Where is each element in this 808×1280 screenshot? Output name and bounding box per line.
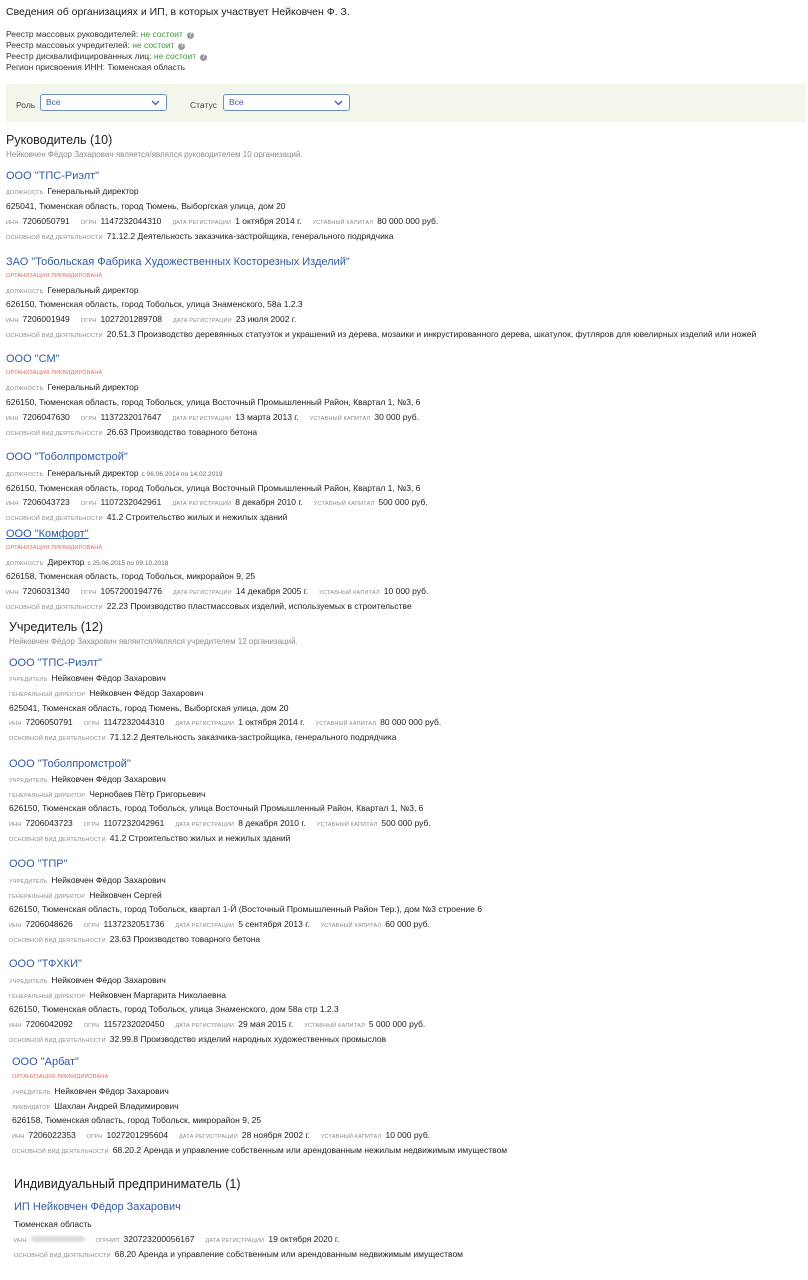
org-activity: ОСНОВНОЙ ВИД ДЕЯТЕЛЬНОСТИ 41.2 Строительство жилых и нежилых зданий (9, 833, 291, 843)
org-address: 626150, Тюменская область, город Тобольск, улица Восточный Промышленный Район, Квартал 1, №3, 6 (9, 803, 424, 813)
role-filter-label: Роль (16, 100, 36, 110)
org-activity: ОСНОВНОЙ ВИД ДЕЯТЕЛЬНОСТИ 68.20.2 Аренда и управление собственным или арендованным нежилым недвижимым имуществом (12, 1145, 508, 1155)
registry-status: не состоит (153, 51, 197, 61)
org-address: 626150, Тюменская область, город Тобольск, квартал 1-Й (Восточный Промышленный Район Тер.), дом №3 строение 6 (9, 904, 482, 914)
registry-status: не состоит (140, 29, 183, 39)
org-address: 626150, Тюменская область, город Тобольск, улица Знаменского, дом 58а стр 1.2.3 (9, 1004, 339, 1014)
liquidated-badge: ОРГАНИЗАЦИЯ ЛИКВИДИРОВАНА (6, 545, 103, 551)
ip-requisites: ИНН ОГРНИП 320723200056167 ДАТА РЕГИСТРАЦИИ 19 октября 2020 г. (14, 1234, 340, 1244)
help-icon[interactable]: ? (188, 32, 193, 38)
org-activity: ОСНОВНОЙ ВИД ДЕЯТЕЛЬНОСТИ 23.63 Производство товарного бетона (9, 934, 261, 944)
org-address: 626150, Тюменская область, город Тобольск, улица Восточный Промышленный Район, Квартал 1, №3, 6 (6, 397, 421, 407)
page-title: Сведения об организациях и ИП, в которых участвует Нейковчен Ф. З. (6, 6, 350, 18)
org-address: 626158, Тюменская область, город Тобольск, микрорайон 9, 25 (6, 571, 256, 581)
founder-section-title: Учредитель (12) (9, 620, 103, 634)
org-activity: ОСНОВНОЙ ВИД ДЕЯТЕЛЬНОСТИ 32.99.8 Производство изделий народных художественных промыслов (9, 1034, 387, 1044)
org-name-link[interactable]: ООО "ТПР" (9, 858, 68, 870)
status-select-value: Все (229, 97, 244, 107)
org-activity: ОСНОВНОЙ ВИД ДЕЯТЕЛЬНОСТИ 26.63 Производство товарного бетона (6, 427, 258, 437)
ip-section-title: Индивидуальный предприниматель (1) (14, 1177, 241, 1191)
help-icon[interactable]: ? (201, 54, 206, 60)
org-requisites: ИНН 7206050791 ОГРН 1147232044310 ДАТА РЕГИСТРАЦИИ 1 октября 2014 г. УСТАВНЫЙ КАПИТАЛ 80 000 000 руб. (9, 717, 442, 727)
org-requisites: ИНН 7206042092 ОГРН 1157232020450 ДАТА РЕГИСТРАЦИИ 29 мая 2015 г. УСТАВНЫЙ КАПИТАЛ 5 000 000 руб. (9, 1019, 426, 1029)
org-name-link[interactable]: ЗАО "Тобольская Фабрика Художественных Косторезных Изделий" (6, 256, 350, 268)
hidden-inn (31, 1236, 85, 1242)
org-activity: ОСНОВНОЙ ВИД ДЕЯТЕЛЬНОСТИ 71.12.2 Деятельность заказчика-застройщика, генерального подрядчика (9, 732, 397, 742)
org-name-link[interactable]: ООО "Арбат" (12, 1056, 79, 1068)
registry-row: Реестр массовых руководителей: не состоит ? (6, 29, 193, 39)
org-address: 625041, Тюменская область, город Тюмень, Выборгская улица, дом 20 (9, 703, 289, 713)
org-activity: ОСНОВНОЙ ВИД ДЕЯТЕЛЬНОСТИ 22.23 Производство пластмассовых изделий, используемых в строительстве (6, 601, 412, 611)
liquidated-badge: ОРГАНИЗАЦИЯ ЛИКВИДИРОВАНА (12, 1074, 109, 1080)
org-requisites: ИНН 7206050791 ОГРН 1147232044310 ДАТА РЕГИСТРАЦИИ 1 октября 2014 г. УСТАВНЫЙ КАПИТАЛ 80 000 000 руб. (6, 216, 439, 226)
chevron-down-icon (150, 97, 161, 108)
chevron-down-icon (333, 97, 344, 108)
org-name-link[interactable]: ООО "ТФХКИ" (9, 958, 82, 970)
registry-row: Реестр дисквалифицированных лиц: не состоит ? (6, 51, 206, 61)
role-select-value: Все (46, 97, 61, 107)
org-address: 626150, Тюменская область, город Тобольск, улица Восточный Промышленный Район, Квартал 1, №3, 6 (6, 483, 421, 493)
org-name-link[interactable]: ООО "СМ" (6, 353, 60, 365)
org-requisites: ИНН 7206043723 ОГРН 1107232042961 ДАТА РЕГИСТРАЦИИ 8 декабря 2010 г. УСТАВНЫЙ КАПИТАЛ 500 000 руб. (9, 818, 431, 828)
org-address: 626150, Тюменская область, город Тобольск, улица Знаменского, 58а 1.2.3 (6, 299, 303, 309)
ip-name-link[interactable]: ИП Нейковчен Фёдор Захарович (14, 1201, 181, 1213)
org-requisites: ИНН 7206043723 ОГРН 1107232042961 ДАТА РЕГИСТРАЦИИ 8 декабря 2010 г. УСТАВНЫЙ КАПИТАЛ 500 000 руб. (6, 497, 428, 507)
ip-activity: ОСНОВНОЙ ВИД ДЕЯТЕЛЬНОСТИ 68.20 Аренда и управление собственным или арендованным недвижимым имуществом (14, 1249, 464, 1259)
org-requisites: ИНН 7206031340 ОГРН 1057200194776 ДАТА РЕГИСТРАЦИИ 14 декабря 2005 г. УСТАВНЫЙ КАПИТАЛ 10 000 руб. (6, 586, 429, 596)
org-address: 625041, Тюменская область, город Тюмень, Выборгская улица, дом 20 (6, 201, 286, 211)
org-name-link[interactable]: ООО "Комфорт" (6, 528, 89, 540)
registry-status: не состоит (132, 40, 175, 50)
registry-row: Регион присвоения ИНН: Тюменская область (6, 62, 186, 72)
org-address: 626158, Тюменская область, город Тобольск, микрорайон 9, 25 (12, 1115, 262, 1125)
role-select[interactable] (40, 94, 167, 111)
org-name-link[interactable]: ООО "Тоболпромстрой" (6, 451, 128, 463)
liquidated-badge: ОРГАНИЗАЦИЯ ЛИКВИДИРОВАНА (6, 273, 103, 279)
director-section-subtitle: Нейковчен Фёдор Захарович является/являлся руководителем 10 организаций. (6, 150, 303, 159)
org-requisites: ИНН 7206022353 ОГРН 1027201295604 ДАТА РЕГИСТРАЦИИ 28 ноября 2002 г. УСТАВНЫЙ КАПИТАЛ 10 000 руб. (12, 1130, 431, 1140)
org-activity: ОСНОВНОЙ ВИД ДЕЯТЕЛЬНОСТИ 41.2 Строительство жилых и нежилых зданий (6, 512, 288, 522)
status-filter-label: Статус (190, 100, 217, 110)
help-icon[interactable]: ? (180, 43, 184, 49)
org-name-link[interactable]: ООО "ТПС-Риэлт" (6, 170, 100, 182)
org-activity: ОСНОВНОЙ ВИД ДЕЯТЕЛЬНОСТИ 20.51.3 Производство деревянных статуэток и украшений из дерева, мозаики и инкрустированного дерева, шкатулок, футляров для ювелирных изделий или ножей (6, 329, 757, 339)
founder-section-subtitle: Нейковчен Фёдор Захарович является/являлся учредителем 12 организаций. (9, 637, 298, 646)
status-select[interactable] (223, 94, 350, 111)
org-requisites: ИНН 7206047630 ОГРН 1137232017647 ДАТА РЕГИСТРАЦИИ 13 марта 2013 г. УСТАВНЫЙ КАПИТАЛ 30 000 руб. (6, 412, 419, 422)
ip-region: Тюменская область (14, 1219, 92, 1229)
org-requisites: ИНН 7206001949 ОГРН 1027201289708 ДАТА РЕГИСТРАЦИИ 23 июля 2002 г. (6, 314, 297, 324)
registry-row: Реестр массовых учредителей: не состоит ? (6, 40, 184, 50)
org-requisites: ИНН 7206048626 ОГРН 1137232051736 ДАТА РЕГИСТРАЦИИ 5 сентября 2013 г. УСТАВНЫЙ КАПИТАЛ 60 000 руб. (9, 919, 430, 929)
org-activity: ОСНОВНОЙ ВИД ДЕЯТЕЛЬНОСТИ 71.12.2 Деятельность заказчика-застройщика, генерального подрядчика (6, 231, 394, 241)
org-name-link[interactable]: ООО "Тоболпромстрой" (9, 758, 131, 770)
liquidated-badge: ОРГАНИЗАЦИЯ ЛИКВИДИРОВАНА (6, 370, 103, 376)
director-section-title: Руководитель (10) (6, 133, 113, 147)
registry-value: Тюменская область (107, 62, 186, 72)
org-name-link[interactable]: ООО "ТПС-Риэлт" (9, 657, 103, 669)
